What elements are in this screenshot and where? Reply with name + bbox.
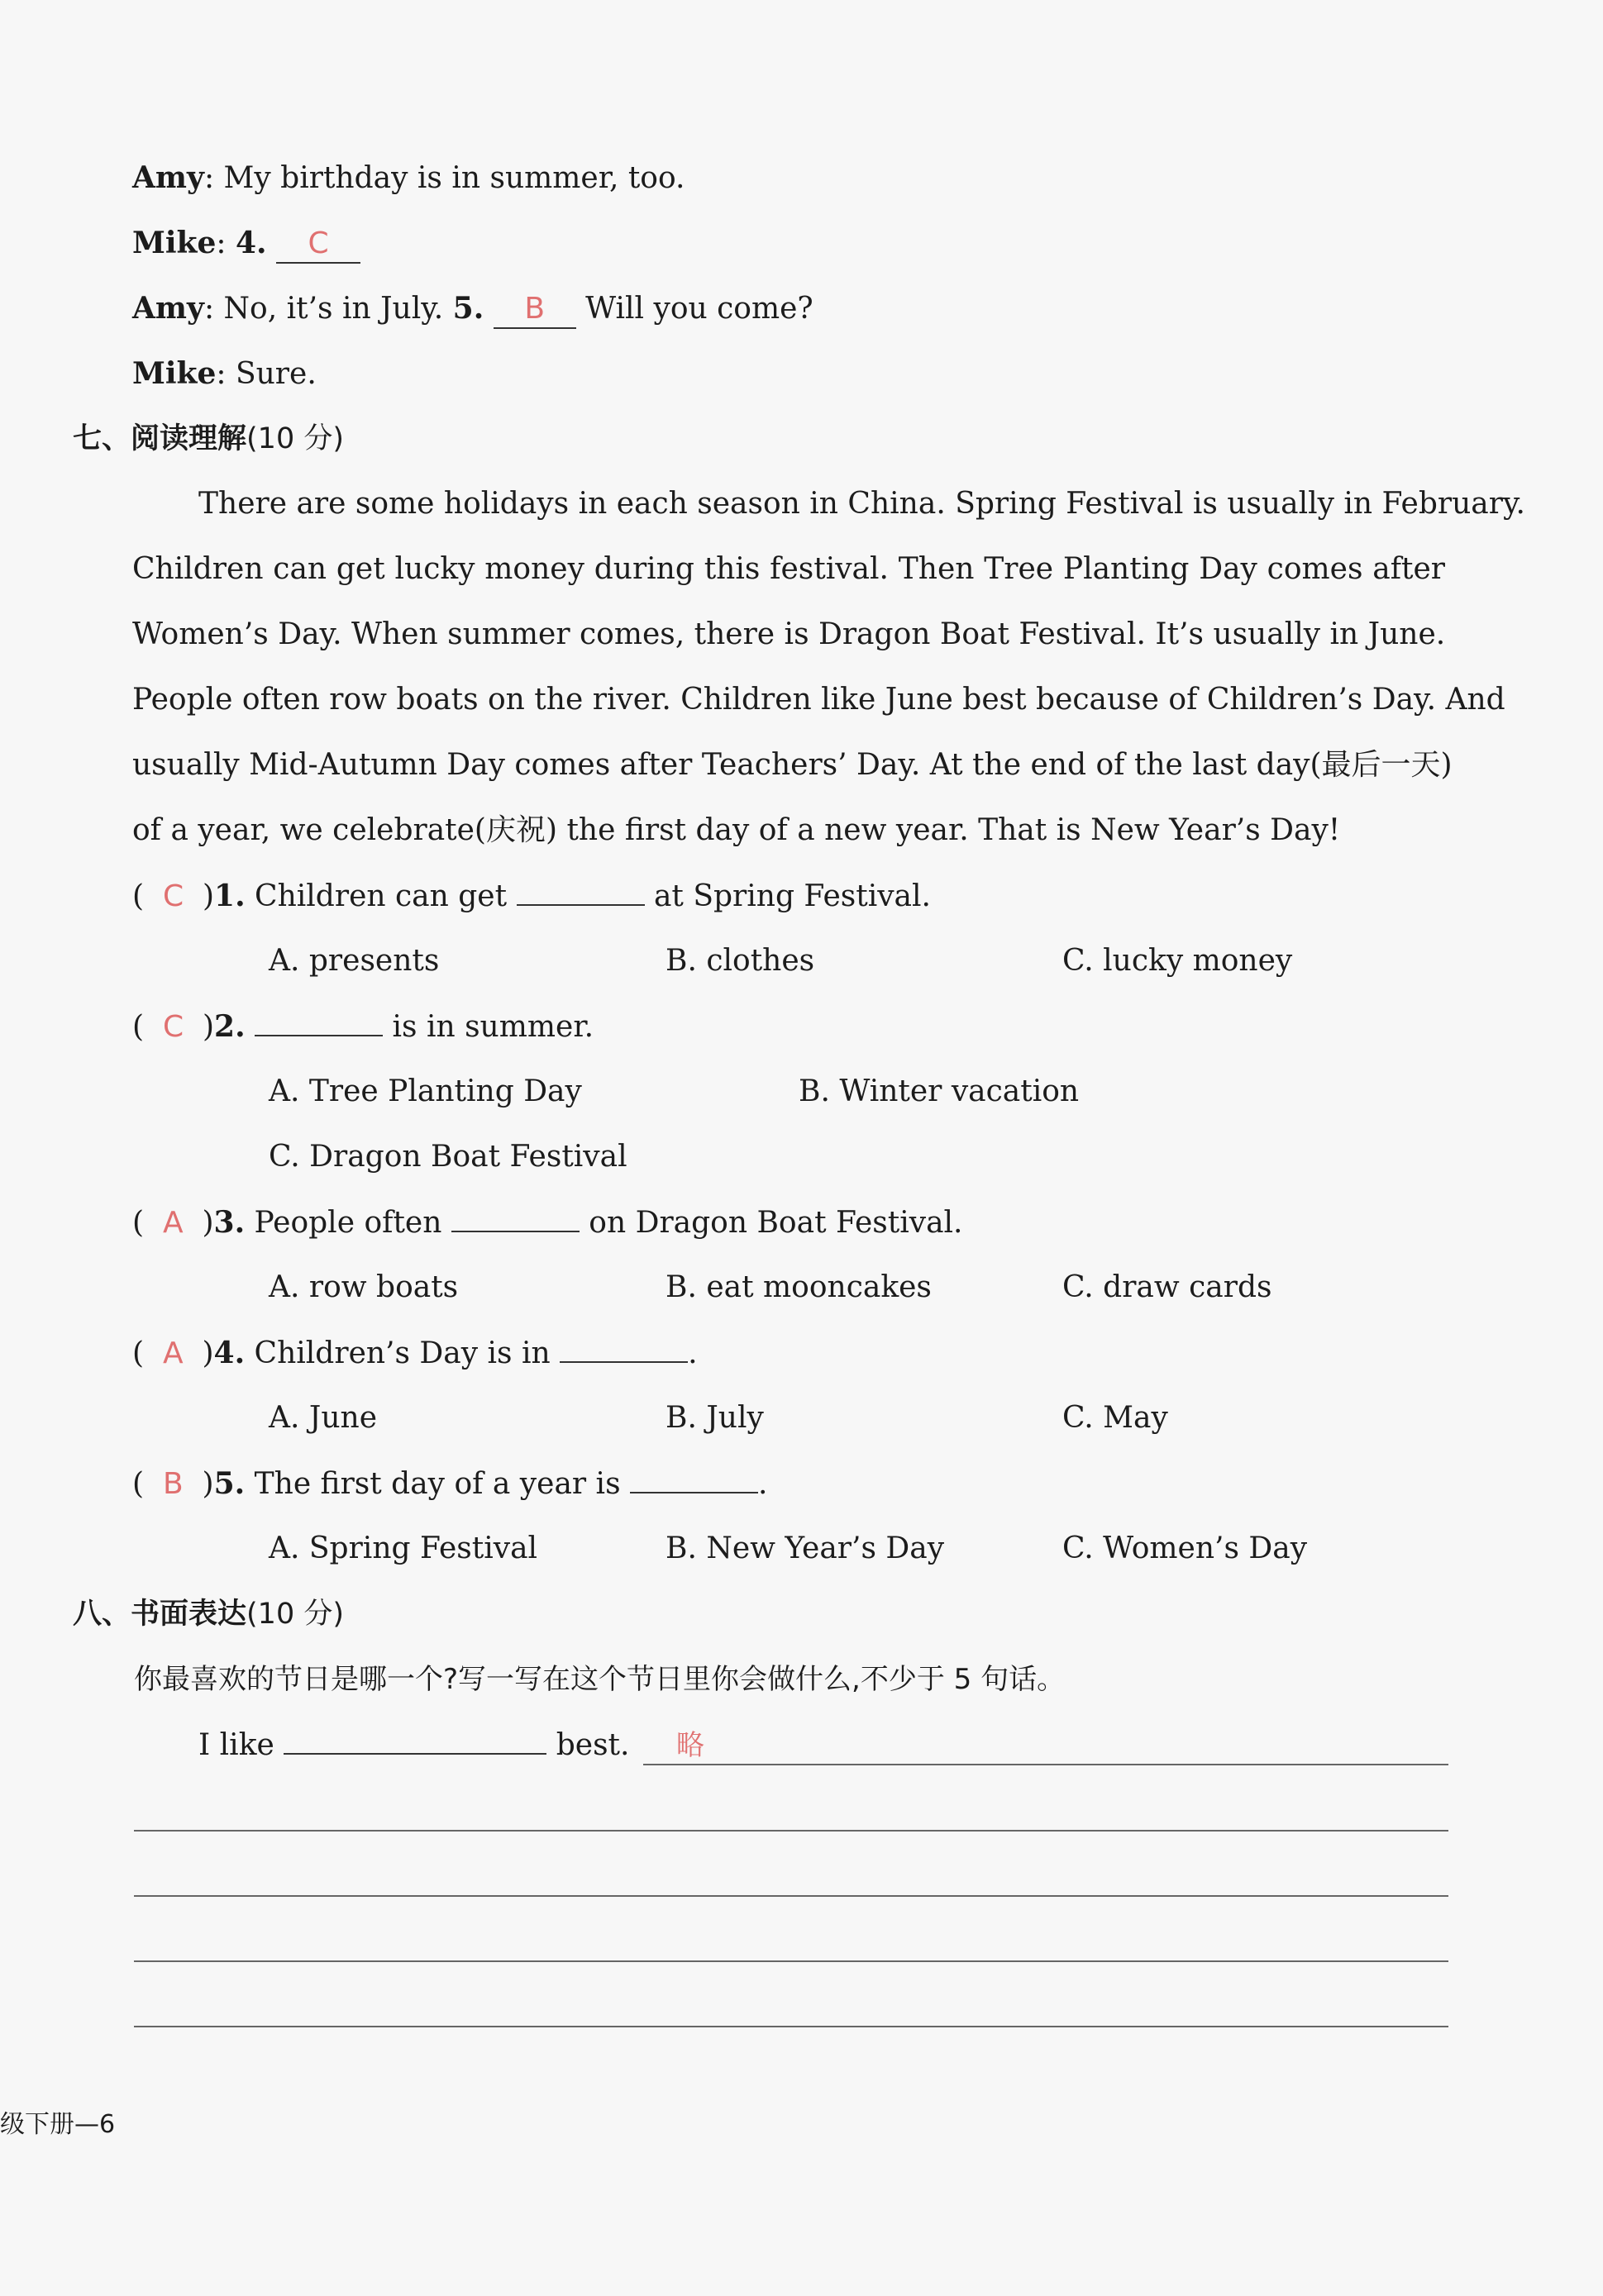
answer-mark[interactable]: A <box>162 1336 184 1370</box>
section-8-heading <box>73 1596 344 1632</box>
question-number: 2. <box>214 1009 246 1044</box>
item-number: 4. <box>235 226 267 260</box>
festival-blank[interactable] <box>284 1728 546 1755</box>
question-blank <box>451 1206 580 1232</box>
dialogue-line-4: Mike: Sure. <box>132 356 317 391</box>
option-b[interactable]: B. New Year’s Day <box>666 1531 945 1565</box>
question-blank <box>255 1010 383 1036</box>
option-c[interactable]: C. lucky money <box>1062 944 1293 978</box>
option-c[interactable]: C. draw cards <box>1062 1270 1272 1304</box>
answer-mark[interactable]: C <box>162 879 184 913</box>
question-number: 1. <box>214 879 246 913</box>
writing-line-0[interactable] <box>643 1727 1448 1765</box>
option-c[interactable]: C. Dragon Boat Festival <box>269 1140 627 1174</box>
option-b[interactable]: B. Winter vacation <box>799 1074 1080 1108</box>
question-number: 5. <box>213 1466 246 1501</box>
option-b[interactable]: B. clothes <box>666 944 815 978</box>
question-1: ( C )1. Children can get at Spring Festival. <box>132 879 931 913</box>
dialogue-line-2: Mike: 4. C <box>132 225 360 264</box>
passage-line-6: of a year, we celebrate(庆祝) the first day of a new year. That is New Year’s Day! <box>132 813 1341 847</box>
option-a[interactable]: A. Spring Festival <box>269 1531 538 1565</box>
passage-line-3: Women’s Day. When summer comes, there is Dragon Boat Festival. It’s usually in June. <box>132 617 1446 651</box>
option-b[interactable]: B. July <box>666 1401 764 1435</box>
section-points: (10 分) <box>246 1598 344 1631</box>
question-blank <box>630 1467 758 1493</box>
writing-line-3[interactable] <box>134 1960 1448 1962</box>
dialogue-line-3: Amy: No, it’s in July. 5. B Will you come? <box>132 290 813 329</box>
option-a[interactable]: A. presents <box>269 944 440 978</box>
speaker: Amy <box>132 160 204 195</box>
speaker: Mike <box>132 226 217 260</box>
dialogue-text: Sure. <box>226 357 317 391</box>
passage-line-2: Children can get lucky money during this festival. Then Tree Planting Day comes after <box>132 552 1445 586</box>
passage-line-4: People often row boats on the river. Children like June best because of Children’s Day. And <box>132 683 1505 717</box>
item-number: 5. <box>452 291 484 326</box>
section-title: 七、阅读理解 <box>73 422 247 455</box>
option-a[interactable]: A. row boats <box>269 1270 459 1304</box>
writing-start-line <box>198 1727 629 1764</box>
writing-start-text: I like <box>198 1728 274 1762</box>
passage-line-5: usually Mid-Autumn Day comes after Teachers’ Day. At the end of the last day(最后一天) <box>132 748 1453 782</box>
writing-mid-text: best. <box>556 1728 630 1762</box>
answer-blank[interactable] <box>276 226 360 264</box>
dialogue-line-1: Amy: My birthday is in summer, too. <box>132 160 685 195</box>
question-blank <box>517 879 645 906</box>
writing-line-2[interactable] <box>134 1895 1448 1897</box>
question-5: ( B )5. The first day of a year is . <box>132 1466 768 1501</box>
option-a[interactable]: A. Tree Planting Day <box>269 1074 582 1108</box>
dialogue-text: No, it’s in July. <box>214 292 453 326</box>
passage-line-1: There are some holidays in each season in China. Spring Festival is usually in February. <box>198 487 1525 521</box>
section-points: (10 分) <box>246 422 344 455</box>
writing-line-4[interactable] <box>134 2026 1448 2027</box>
answer-mark: C <box>308 226 329 260</box>
speaker: Mike <box>132 356 217 391</box>
answer-mark[interactable]: A <box>162 1206 184 1240</box>
answer-mark[interactable]: C <box>162 1010 184 1044</box>
question-2: ( C )2. is in summer. <box>132 1009 594 1044</box>
question-4: ( A )4. Children’s Day is in . <box>132 1336 698 1370</box>
answer-mark[interactable]: B <box>162 1467 184 1501</box>
option-b[interactable]: B. eat mooncakes <box>666 1270 932 1304</box>
dialogue-text: My birthday is in summer, too. <box>214 161 685 195</box>
question-blank <box>560 1336 688 1363</box>
option-c[interactable]: C. Women’s Day <box>1062 1531 1308 1565</box>
speaker: Amy <box>132 291 204 326</box>
page-footer: 级下册—6 <box>0 2110 116 2139</box>
answer-blank[interactable] <box>494 291 576 329</box>
question-number: 4. <box>213 1336 246 1370</box>
question-number: 3. <box>213 1205 246 1240</box>
section-7-heading <box>73 421 344 457</box>
section-title: 八、书面表达 <box>73 1598 247 1631</box>
writing-prompt: 你最喜欢的节日是哪一个?写一写在这个节日里你会做什么,不少于 5 句话。 <box>134 1663 1066 1696</box>
dialogue-text: Will you come? <box>575 292 813 326</box>
answer-mark: 略 <box>676 1729 704 1762</box>
option-c[interactable]: C. May <box>1062 1401 1168 1435</box>
writing-line-1[interactable] <box>134 1830 1448 1832</box>
answer-mark: B <box>524 292 546 326</box>
question-3: ( A )3. People often on Dragon Boat Festival. <box>132 1205 963 1240</box>
option-a[interactable]: A. June <box>269 1401 377 1435</box>
